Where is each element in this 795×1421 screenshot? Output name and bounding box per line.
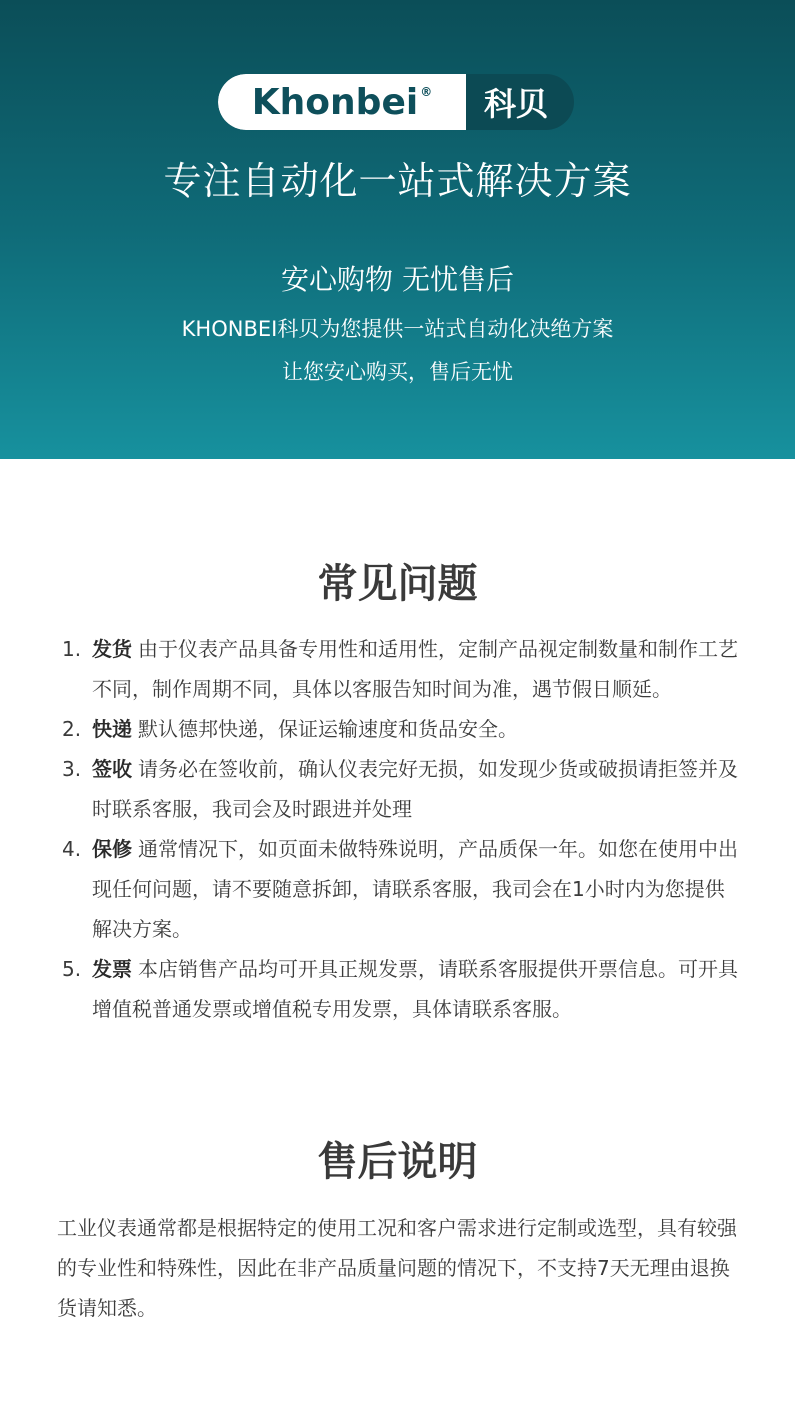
registered-mark: ® — [420, 85, 433, 99]
logo-cn-text: 科贝 — [483, 85, 548, 123]
faq-item-express — [62, 709, 742, 749]
faq-item-text: 默认德邦快递，保证运输速度和货品安全。 — [138, 717, 518, 741]
faq-item-text: 由于仪表产品具备专用性和适用性，定制产品视定制数量和制作工艺不同，制作周期不同，具体以客服告知时间为准，遇节假日顺延。 — [92, 637, 738, 701]
faq-item-invoice — [62, 949, 742, 1029]
logo-wordmark — [218, 74, 466, 130]
after-sales-title: 售后说明 — [317, 1139, 478, 1185]
faq-item-shipping — [62, 629, 742, 709]
faq-item-text: 通常情况下，如页面未做特殊说明，产品质保一年。如您在使用中出现任何问题，请不要随意拆卸，请联系客服，我司会在1小时内为您提供解决方案。 — [92, 837, 738, 941]
faq-item-number: 5. — [62, 957, 82, 981]
faq-item-key: 快递 — [92, 717, 132, 741]
faq-item-number: 1. — [62, 637, 82, 661]
faq-list — [62, 629, 742, 1029]
faq-item-key: 保修 — [92, 837, 132, 861]
hero-title: 专注自动化一站式解决方案 — [163, 159, 632, 203]
faq-item-receipt — [62, 749, 742, 829]
faq-item-key: 发货 — [92, 637, 132, 661]
faq-item-text: 本店销售产品均可开具正规发票，请联系客服提供开票信息。可开具增值税普通发票或增值税专用发票，具体请联系客服。 — [92, 957, 738, 1021]
faq-item-number: 2. — [62, 717, 82, 741]
brand-logo — [218, 74, 574, 130]
hero-banner — [0, 0, 795, 459]
after-sales-text: 工业仪表通常都是根据特定的使用工况和客户需求进行定制或选型，具有较强的专业性和特殊性，因此在非产品质量问题的情况下，不支持7天无理由退换货请知悉。 — [57, 1216, 737, 1320]
faq-item-key: 发票 — [92, 957, 132, 981]
hero-subtitle: 安心购物 无忧售后 — [281, 263, 514, 296]
faq-item-key: 签收 — [92, 757, 132, 781]
faq-item-number: 4. — [62, 837, 82, 861]
faq-item-warranty — [62, 829, 742, 949]
faq-item-number: 3. — [62, 757, 82, 781]
faq-item-text: 请务必在签收前，确认仪表完好无损，如发现少货或破损请拒签并及时联系客服，我司会及时跟进并处理 — [92, 757, 738, 821]
hero-line-2: 让您安心购买，售后无忧 — [282, 360, 513, 384]
hero-line-1: KHONBEI科贝为您提供一站式自动化决绝方案 — [181, 317, 614, 341]
faq-section-title: 常见问题 — [317, 561, 478, 607]
logo-en-text: Khonbei — [251, 81, 419, 123]
